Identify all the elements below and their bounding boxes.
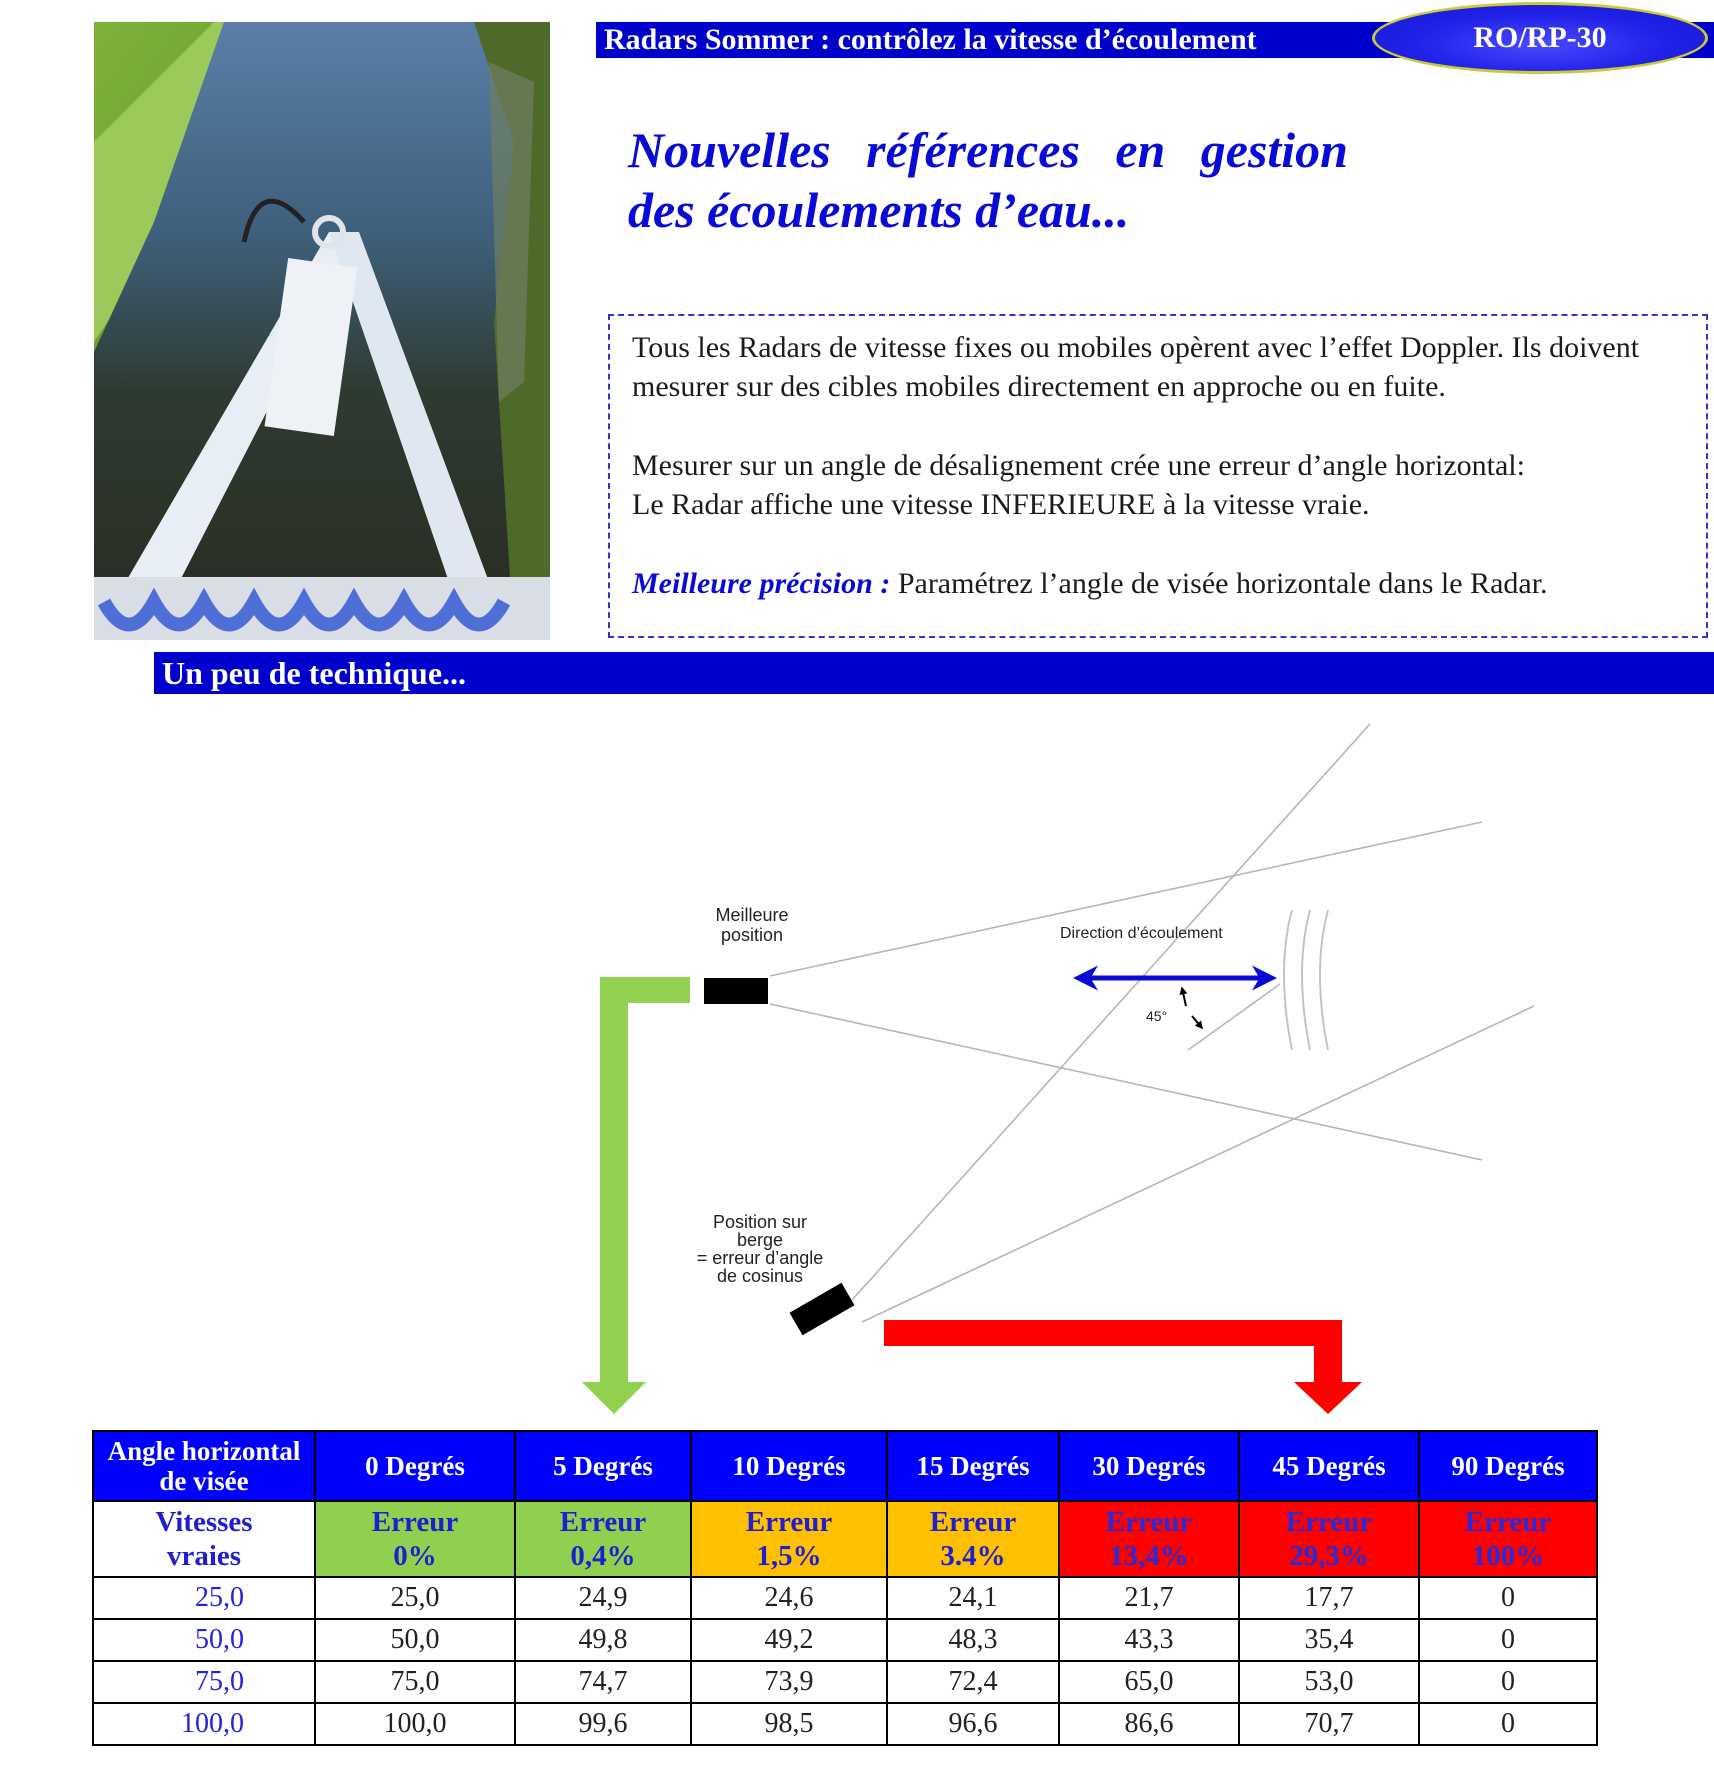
table-header-row [93,1431,1597,1501]
reference-badge: RO/RP-30 [1372,2,1708,74]
bank-beam-upper [852,724,1370,1300]
measured-speed-cell: 49,8 [515,1619,691,1661]
error-value-90: 100% [1471,1540,1545,1572]
vitesses-label-line-1: Vitesses [155,1506,253,1538]
measured-speed-cell: 72,4 [887,1661,1059,1703]
best-beam-lower [770,1004,1482,1160]
radar-installation-photo [94,22,550,640]
measured-speed-cell: 49,2 [691,1619,887,1661]
error-row [93,1501,1597,1577]
header-angle-30: 30 Degrés [1059,1431,1239,1501]
measured-speed-cell: 65,0 [1059,1661,1239,1703]
precision-label: Meilleure précision : [632,567,891,600]
measured-speed-cell: 43,3 [1059,1619,1239,1661]
headline [628,120,1348,240]
document-title: Radars Sommer : contrôlez la vitesse d’écoulement [604,23,1257,56]
measured-speed-cell: 86,6 [1059,1703,1239,1745]
info-paragraph-angle-error [632,446,1690,524]
headline-line-2: des écoulements d’eau... [628,182,1130,238]
measured-speed-cell: 0 [1419,1661,1597,1703]
measured-speed-cell: 25,0 [315,1577,515,1619]
error-cell-30 [1059,1501,1239,1577]
table-row [93,1577,1597,1619]
error-label: Erreur [559,1506,647,1538]
measured-speed-cell: 24,1 [887,1577,1059,1619]
error-cell-90 [1419,1501,1597,1577]
best-position-label-1: Meilleure [715,905,789,925]
header-angle-0: 0 Degrés [315,1431,515,1501]
error-cell-5 [515,1501,691,1577]
error-label: Erreur [745,1506,833,1538]
error-value-5: 0,4% [570,1540,636,1572]
vitesses-vraies-label [93,1501,315,1577]
measured-speed-cell: 98,5 [691,1703,887,1745]
header-angle-15: 15 Degrés [887,1431,1059,1501]
measured-speed-cell: 48,3 [887,1619,1059,1661]
radar-bank-position [790,1283,855,1336]
measured-speed-cell: 17,7 [1239,1577,1419,1619]
header-angle-5: 5 Degrés [515,1431,691,1501]
error-value-15: 3.4% [940,1540,1006,1572]
radar-best-position [704,978,768,1004]
measured-speed-cell: 96,6 [887,1703,1059,1745]
measured-speed-cell: 53,0 [1239,1661,1419,1703]
measured-speed-cell: 74,7 [515,1661,691,1703]
header-angle-10: 10 Degrés [691,1431,887,1501]
measured-speed-cell: 75,0 [315,1661,515,1703]
section-title: Un peu de technique... [162,655,467,691]
measured-speed-cell: 99,6 [515,1703,691,1745]
angle-mark-up [1182,988,1186,1006]
info-box [608,314,1708,638]
info-paragraph-precision [632,564,1690,603]
error-label: Erreur [1105,1506,1193,1538]
true-speed-cell: 100,0 [93,1703,315,1745]
measured-speed-cell: 35,4 [1239,1619,1419,1661]
precision-text: Paramétrez l’angle de visée horizontale dans le Radar. [890,567,1548,600]
info-paragraph-doppler: Tous les Radars de vitesse fixes ou mobiles opèrent avec l’effet Doppler. Ils doivent mesurer sur des cibles mobiles directement en approche ou en fuite. [632,331,1640,403]
true-speed-cell: 50,0 [93,1619,315,1661]
measured-speed-cell: 24,9 [515,1577,691,1619]
measured-speed-cell: 24,6 [691,1577,887,1619]
error-label: Erreur [929,1506,1017,1538]
best-beam-upper [770,822,1482,976]
error-value-10: 1,5% [756,1540,822,1572]
measured-speed-cell: 0 [1419,1577,1597,1619]
angle-reference-line [1188,984,1280,1050]
angle-error-line-1: Mesurer sur un angle de désalignement crée une erreur d’angle horizontal: [632,449,1525,482]
header-angle-line-1: Angle horizontal [107,1436,301,1466]
measured-speed-cell: 100,0 [315,1703,515,1745]
measured-speed-cell: 0 [1419,1703,1597,1745]
bank-position-label-3: = erreur d’angle [696,1248,824,1268]
table-row [93,1619,1597,1661]
error-value-30: 13,4% [1109,1540,1189,1572]
header-angle-45: 45 Degrés [1239,1431,1419,1501]
bank-position-label-2: berge [736,1230,784,1250]
cosine-error-table [92,1430,1598,1746]
vitesses-label-line-2: vraies [166,1540,242,1572]
error-cell-45 [1239,1501,1419,1577]
error-label: Erreur [1285,1506,1373,1538]
error-label: Erreur [1464,1506,1552,1538]
best-position-arrow [582,977,690,1414]
bank-beam-lower [862,1006,1534,1322]
error-value-0: 0% [393,1540,437,1572]
header-angle-90: 90 Degrés [1419,1431,1597,1501]
measured-speed-cell: 73,9 [691,1661,887,1703]
headline-line-1: Nouvelles références en gestion [628,122,1348,178]
angle-label: 45° [1146,1008,1168,1024]
angle-mark-down [1192,1016,1202,1028]
measured-speed-cell: 70,7 [1239,1703,1419,1745]
flow-direction-label: Direction d’écoulement [1060,925,1223,942]
table-row [93,1661,1597,1703]
water-waves [1284,910,1328,1050]
table-row [93,1703,1597,1745]
error-cell-15 [887,1501,1059,1577]
best-position-label-2: position [720,925,784,945]
true-speed-cell: 75,0 [93,1661,315,1703]
error-value-45: 29,3% [1289,1540,1369,1572]
header-angle-label [93,1431,315,1501]
bank-position-label-1: Position sur [712,1212,808,1232]
error-cell-0 [315,1501,515,1577]
header-angle-line-2: de visée [159,1466,249,1496]
measured-speed-cell: 21,7 [1059,1577,1239,1619]
true-speed-cell: 25,0 [93,1577,315,1619]
measured-speed-cell: 0 [1419,1619,1597,1661]
radar-angle-diagram [0,700,1714,1420]
error-label: Erreur [371,1506,459,1538]
error-cell-10 [691,1501,887,1577]
measured-speed-cell: 50,0 [315,1619,515,1661]
bank-position-label-4: de cosinus [716,1266,804,1286]
angle-error-line-2: Le Radar affiche une vitesse INFERIEURE à la vitesse vraie. [632,488,1370,521]
bank-position-arrow [884,1320,1362,1414]
